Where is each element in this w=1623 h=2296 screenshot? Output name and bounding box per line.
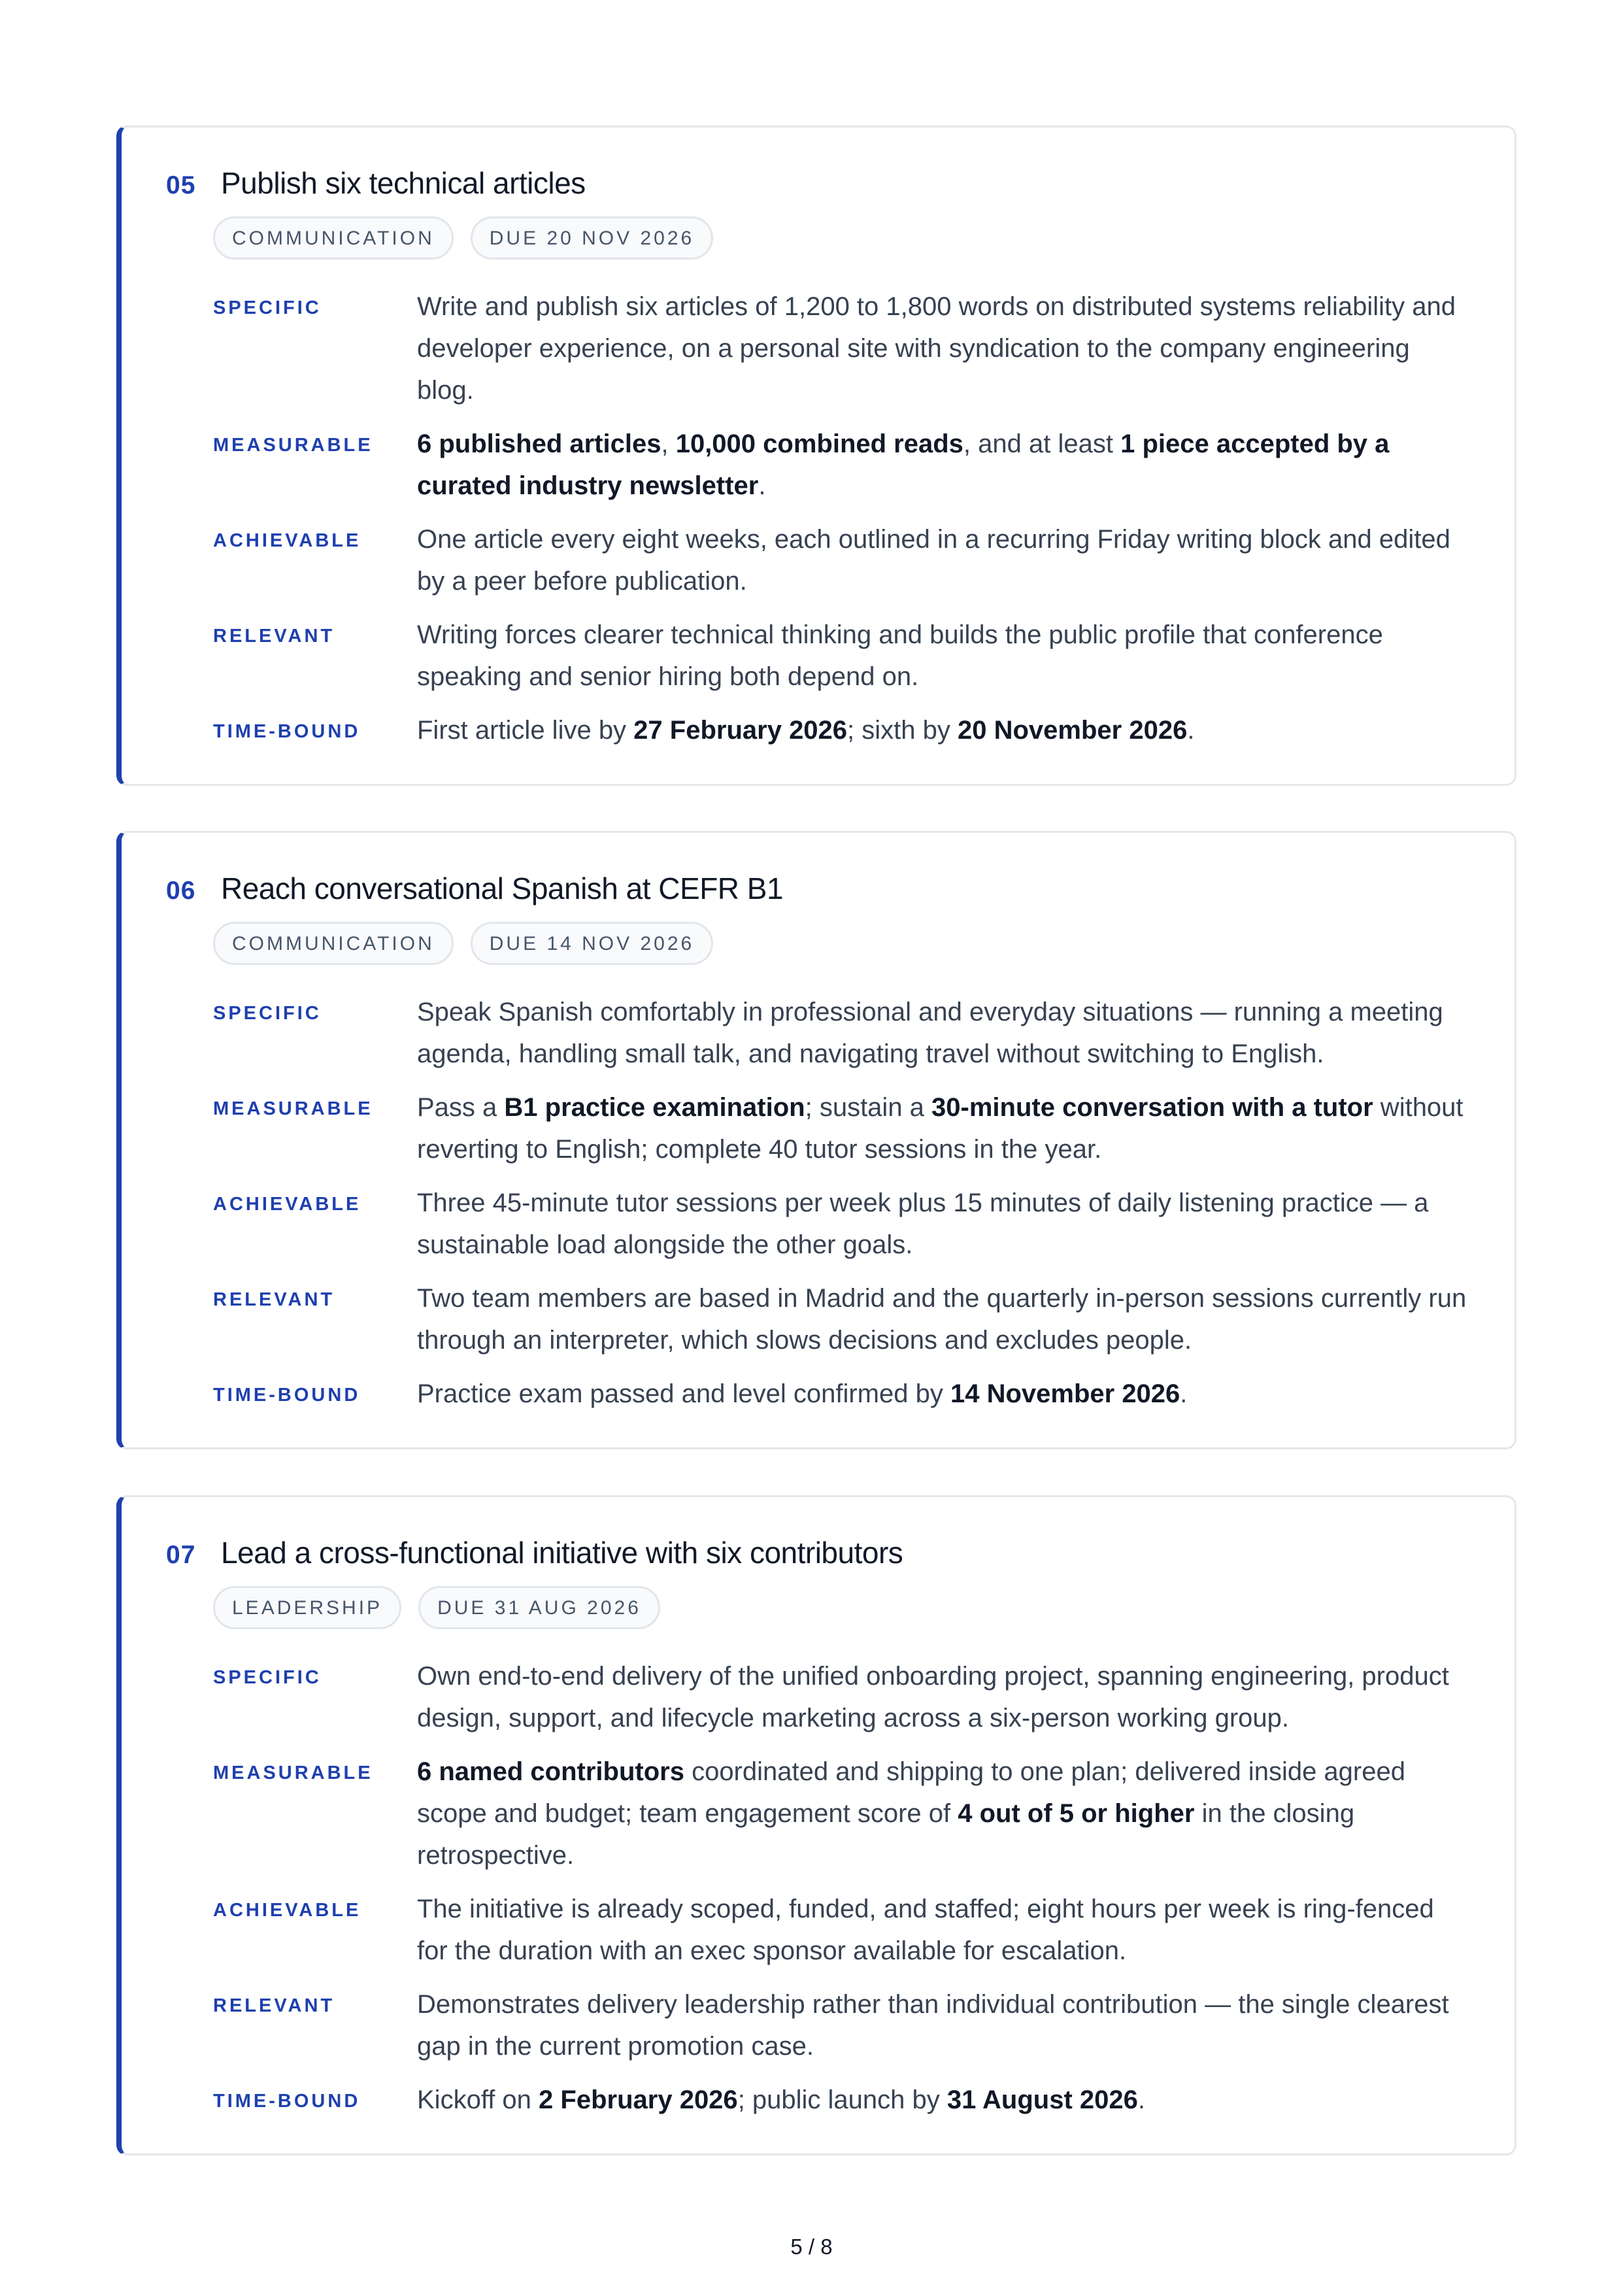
goal-title: Publish six technical articles xyxy=(221,166,586,200)
smart-row-time-bound xyxy=(213,1373,1471,1415)
smart-text xyxy=(417,1984,1471,2067)
goal-header xyxy=(166,1535,1471,1570)
smart-text xyxy=(417,518,1471,602)
text-run: ; sustain a xyxy=(805,1093,932,1122)
smart-row-relevant xyxy=(213,614,1471,698)
goal-number: 07 xyxy=(166,1541,196,1569)
goal-title: Lead a cross-functional initiative with six contributors xyxy=(221,1536,903,1570)
text-run: ; sixth by xyxy=(847,716,958,745)
emphasis-text: 2 February 2026 xyxy=(539,2085,738,2114)
text-run: . xyxy=(1187,716,1195,745)
smart-label: TIME-BOUND xyxy=(213,721,361,742)
text-run: Own end-to-end delivery of the unified onboarding project, spanning engineering, product design, support, and lifecycle marketing across a six-person working group. xyxy=(417,1662,1449,1732)
smart-row-time-bound xyxy=(213,2079,1471,2121)
smart-label: ACHIEVABLE xyxy=(213,1900,361,1921)
smart-text xyxy=(417,423,1471,507)
category-tag: COMMUNICATION xyxy=(213,922,454,965)
smart-label: SPECIFIC xyxy=(213,1003,322,1024)
smart-text xyxy=(417,2079,1471,2121)
smart-label: ACHIEVABLE xyxy=(213,530,361,551)
emphasis-text: 6 named contributors xyxy=(417,1757,684,1786)
smart-label: MEASURABLE xyxy=(213,435,373,456)
tag-row xyxy=(213,922,1471,965)
tag-row xyxy=(213,1586,1471,1629)
smart-row-relevant xyxy=(213,1984,1471,2067)
smart-criteria-list xyxy=(213,1655,1471,2121)
emphasis-text: 1 piece accepted by a curated industry newsletter xyxy=(417,430,1390,500)
smart-label: TIME-BOUND xyxy=(213,2091,361,2112)
smart-text xyxy=(417,614,1471,698)
due-date-tag: DUE 31 AUG 2026 xyxy=(418,1586,660,1629)
smart-label: MEASURABLE xyxy=(213,1763,373,1783)
smart-text xyxy=(417,1373,1471,1415)
text-run: , xyxy=(661,430,676,458)
smart-text xyxy=(417,709,1471,751)
smart-text xyxy=(417,1277,1471,1361)
smart-row-achievable xyxy=(213,1888,1471,1972)
text-run: , and at least xyxy=(963,430,1121,458)
smart-text xyxy=(417,1182,1471,1266)
goal-header xyxy=(166,871,1471,906)
smart-row-measurable xyxy=(213,423,1471,507)
due-date-tag: DUE 14 NOV 2026 xyxy=(471,922,713,965)
smart-text xyxy=(417,1087,1471,1170)
goal-card xyxy=(116,831,1516,1449)
goal-card xyxy=(116,126,1516,786)
category-tag: COMMUNICATION xyxy=(213,216,454,260)
smart-text xyxy=(417,286,1471,411)
smart-text xyxy=(417,1655,1471,1739)
emphasis-text: 10,000 combined reads xyxy=(675,430,963,458)
text-run: The initiative is already scoped, funded, and staffed; eight hours per week is ring-fenced for the duration with an exec sponsor available for escalation. xyxy=(417,1895,1434,1965)
due-date-tag: DUE 20 NOV 2026 xyxy=(471,216,713,260)
text-run: First article live by xyxy=(417,716,634,745)
smart-row-measurable xyxy=(213,1751,1471,1876)
text-run: Pass a xyxy=(417,1093,505,1122)
page-number: 5 / 8 xyxy=(790,2235,833,2259)
text-run: Writing forces clearer technical thinking and builds the public profile that conference speaking and senior hiring both depend on. xyxy=(417,620,1383,691)
text-run: . xyxy=(1180,1379,1188,1408)
text-run: . xyxy=(758,471,766,500)
smart-row-achievable xyxy=(213,1182,1471,1266)
emphasis-text: 27 February 2026 xyxy=(633,716,848,745)
smart-label: SPECIFIC xyxy=(213,1667,322,1688)
smart-label: RELEVANT xyxy=(213,1995,335,2016)
smart-label: RELEVANT xyxy=(213,1289,335,1310)
emphasis-text: 6 published articles xyxy=(417,430,661,458)
smart-row-achievable xyxy=(213,518,1471,602)
text-run: One article every eight weeks, each outlined in a recurring Friday writing block and edited by a peer before publication. xyxy=(417,525,1450,596)
smart-text xyxy=(417,991,1471,1075)
category-tag: LEADERSHIP xyxy=(213,1586,401,1629)
text-run: Kickoff on xyxy=(417,2085,539,2114)
text-run: . xyxy=(1137,2085,1145,2114)
text-run: Write and publish six articles of 1,200 to 1,800 words on distributed systems reliability and developer experience, on a personal site with syndication to the company engineering blog. xyxy=(417,292,1456,405)
text-run: in the closing retrospective. xyxy=(417,1799,1355,1870)
smart-row-specific xyxy=(213,1655,1471,1739)
emphasis-text: 31 August 2026 xyxy=(946,2085,1138,2114)
smart-criteria-list xyxy=(213,991,1471,1415)
smart-row-specific xyxy=(213,286,1471,411)
smart-label: SPECIFIC xyxy=(213,297,322,318)
text-run: ; public launch by xyxy=(737,2085,947,2114)
smart-row-relevant xyxy=(213,1277,1471,1361)
smart-row-measurable xyxy=(213,1087,1471,1170)
goal-card xyxy=(116,1495,1516,2155)
smart-row-specific xyxy=(213,991,1471,1075)
smart-row-time-bound xyxy=(213,709,1471,751)
emphasis-text: 30-minute conversation with a tutor xyxy=(931,1093,1373,1122)
smart-text xyxy=(417,1888,1471,1972)
text-run: Three 45-minute tutor sessions per week plus 15 minutes of daily listening practice — a sustainable load alongside the other goals. xyxy=(417,1189,1429,1259)
smart-label: TIME-BOUND xyxy=(213,1385,361,1406)
text-run: Speak Spanish comfortably in professional and everyday situations — running a meeting agenda, handling small talk, and navigating travel without switching to English. xyxy=(417,998,1443,1068)
text-run: without reverting to English; complete 40 tutor sessions in the year. xyxy=(417,1093,1464,1164)
smart-label: ACHIEVABLE xyxy=(213,1194,361,1215)
goal-header xyxy=(166,165,1471,201)
goal-number: 05 xyxy=(166,171,196,199)
text-run: coordinated and shipping to one plan; delivered inside agreed scope and budget; team engagement score of xyxy=(417,1757,1405,1828)
smart-criteria-list xyxy=(213,286,1471,751)
smart-label: RELEVANT xyxy=(213,626,335,647)
text-run: Two team members are based in Madrid and the quarterly in-person sessions currently run through an interpreter, which slows decisions and excludes people. xyxy=(417,1284,1467,1355)
goal-number: 06 xyxy=(166,877,196,905)
tag-row xyxy=(213,216,1471,260)
emphasis-text: 4 out of 5 or higher xyxy=(958,1799,1195,1828)
text-run: Practice exam passed and level confirmed by xyxy=(417,1379,950,1408)
goal-title: Reach conversational Spanish at CEFR B1 xyxy=(221,871,784,905)
emphasis-text: 14 November 2026 xyxy=(950,1379,1180,1408)
emphasis-text: B1 practice examination xyxy=(504,1093,805,1122)
smart-label: MEASURABLE xyxy=(213,1098,373,1119)
text-run: Demonstrates delivery leadership rather than individual contribution — the single clearest gap in the current promotion case. xyxy=(417,1990,1449,2061)
emphasis-text: 20 November 2026 xyxy=(958,716,1188,745)
smart-text xyxy=(417,1751,1471,1876)
